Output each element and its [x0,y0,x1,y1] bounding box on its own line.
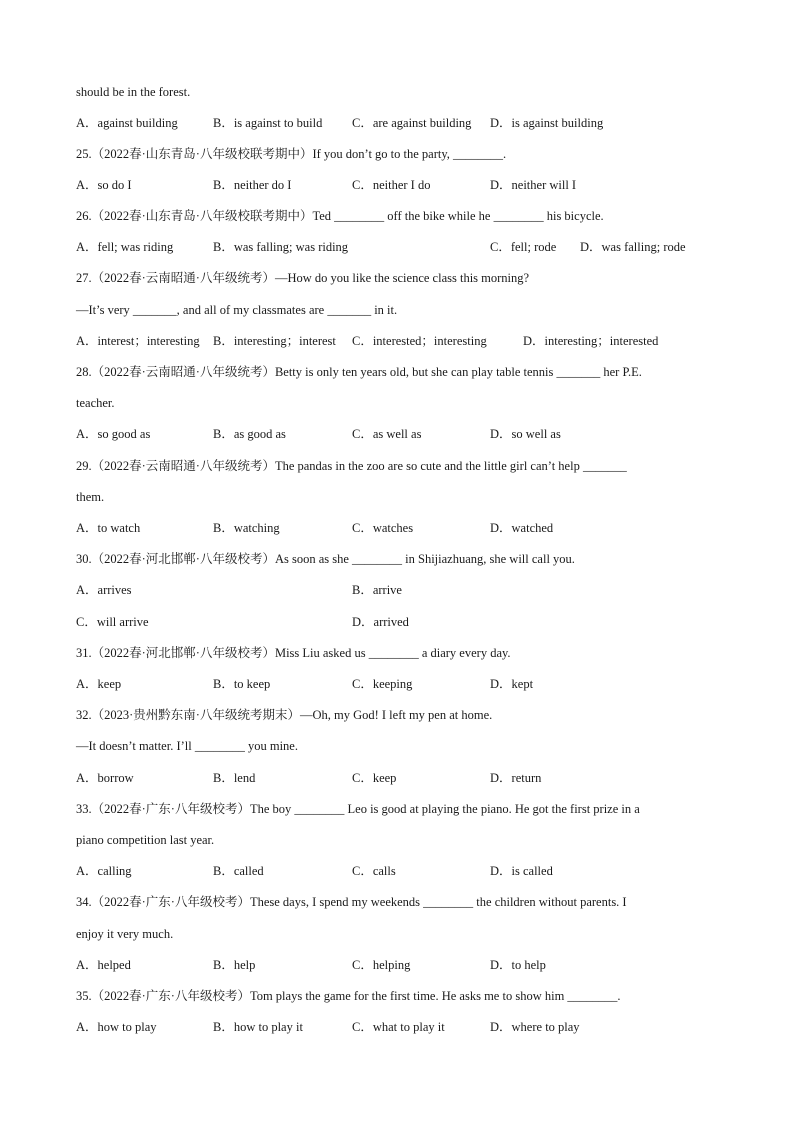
option-29-b: B．watching [213,521,280,535]
option-27-b: B．interesting；interest [213,334,336,348]
option-33-a: A．calling [76,864,132,878]
question-35: 35.（2022春·广东·八年级校考）Tom plays the game for the first time. He asks me to show him ________. [76,989,621,1003]
option-30-b: B．arrive [352,583,402,597]
option-24-b: B．is against to build [213,116,323,130]
option-27-a: A．interest；interesting [76,334,200,348]
question-31: 31.（2022春·河北邯郸·八年级校考）Miss Liu asked us ________ a diary every day. [76,646,511,660]
question-29: 29.（2022春·云南昭通·八年级统考）The pandas in the zoo are so cute and the little girl can’t help _______ [76,459,627,473]
option-32-b: B．lend [213,771,256,785]
option-28-a: A．so good as [76,427,151,441]
option-28-b: B．as good as [213,427,286,441]
question-27: 27.（2022春·云南昭通·八年级统考）—How do you like the science class this morning? [76,271,530,285]
option-29-a: A．to watch [76,521,141,535]
option-33-d: D．is called [490,864,553,878]
option-35-a: A．how to play [76,1020,157,1034]
option-32-c: C．keep [352,771,397,785]
option-34-b: B．help [213,958,256,972]
option-35-b: B．how to play it [213,1020,303,1034]
option-32-a: A．borrow [76,771,134,785]
question-30: 30.（2022春·河北邯郸·八年级校考）As soon as she ________ in Shijiazhuang, she will call you. [76,552,575,566]
option-26-b: B．was falling; was riding [213,240,349,254]
option-25-d: D．neither will I [490,178,577,192]
question-32: 32.（2023·贵州黔东南·八年级统考期末）—Oh, my God! I left my pen at home. [76,708,493,722]
option-31-d: D．kept [490,677,534,691]
question-34-line2: enjoy it very much. [76,927,174,941]
option-34-d: D．to help [490,958,546,972]
option-31-a: A．keep [76,677,122,691]
option-30-c: C．will arrive [76,615,149,629]
option-33-b: B．called [213,864,264,878]
option-33-c: C．calls [352,864,396,878]
option-24-c: C．are against building [352,116,472,130]
option-26-a: A．fell; was riding [76,240,174,254]
option-35-d: D．where to play [490,1020,580,1034]
option-28-c: C．as well as [352,427,422,441]
option-27-d: D．interesting；interested [523,334,659,348]
option-25-b: B．neither do I [213,178,292,192]
question-28: 28.（2022春·云南昭通·八年级统考）Betty is only ten years old, but she can play table tennis _______ her P.E. [76,365,642,379]
option-32-d: D．return [490,771,542,785]
question-33: 33.（2022春·广东·八年级校考）The boy ________ Leo is good at playing the piano. He got the first prize in a [76,802,640,816]
question-24-tail: should be in the forest. [76,85,191,99]
option-29-d: D．watched [490,521,554,535]
option-26-c: C．fell; rode [490,240,557,254]
question-29-line2: them. [76,490,105,504]
question-27-line2: —It’s very _______, and all of my classmates are _______ in it. [76,303,398,317]
question-32-line2: —It doesn’t matter. I’ll ________ you mine. [76,739,298,753]
option-34-a: A．helped [76,958,131,972]
option-30-d: D．arrived [352,615,409,629]
question-26: 26.（2022春·山东青岛·八年级校联考期中）Ted ________ off the bike while he ________ his bicycle. [76,209,604,223]
option-34-c: C．helping [352,958,411,972]
option-27-c: C．interested；interesting [352,334,487,348]
option-29-c: C．watches [352,521,414,535]
question-25: 25.（2022春·山东青岛·八年级校联考期中）If you don’t go to the party, ________. [76,147,507,161]
option-26-d: D．was falling; rode [580,240,686,254]
option-24-a: A．against building [76,116,178,130]
option-31-c: C．keeping [352,677,413,691]
option-25-c: C．neither I do [352,178,431,192]
option-25-a: A．so do I [76,178,132,192]
question-28-line2: teacher. [76,396,115,410]
option-30-a: A．arrives [76,583,132,597]
option-28-d: D．so well as [490,427,561,441]
option-31-b: B．to keep [213,677,271,691]
question-33-line2: piano competition last year. [76,833,215,847]
option-24-d: D．is against building [490,116,604,130]
option-35-c: C．what to play it [352,1020,445,1034]
question-34: 34.（2022春·广东·八年级校考）These days, I spend my weekends ________ the children without parents. I [76,895,627,909]
